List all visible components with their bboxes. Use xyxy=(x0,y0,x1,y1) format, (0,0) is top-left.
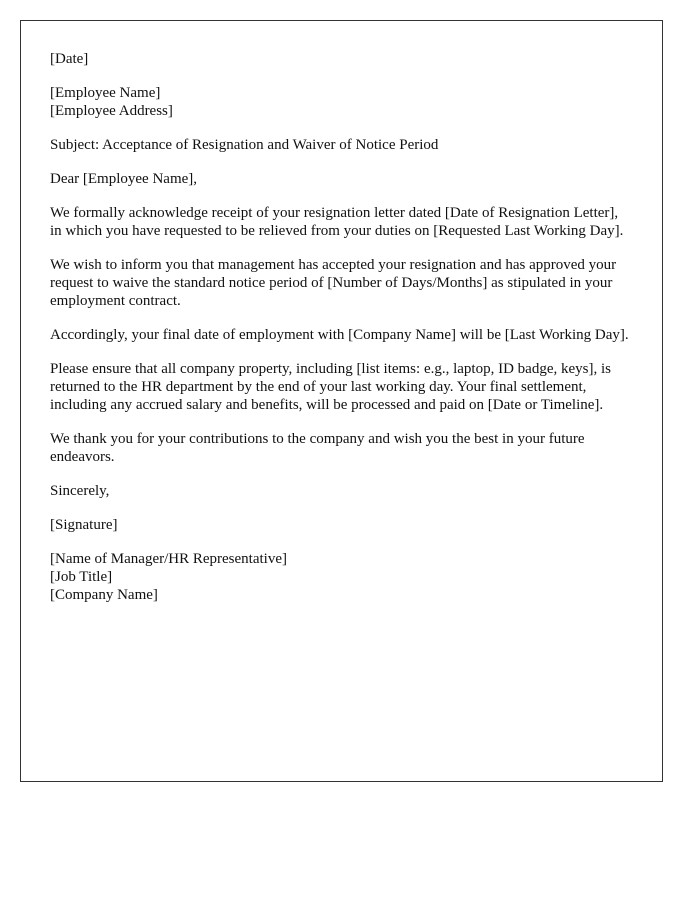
body-paragraph: Please ensure that all company property, including [list items: e.g., laptop, ID badge, keys], is returned to the HR department by the end of your last working day. Your final settlement, including any accrued salary and benefits, will be processed and paid on [Date or Timeline]. xyxy=(50,361,611,413)
body-paragraph: We formally acknowledge receipt of your resignation letter dated [Date of Resignation Letter], in which you have requested to be relieved from your duties on [Requested Last Working Day]. xyxy=(50,205,624,239)
sender-title: [Job Title] xyxy=(50,569,113,585)
letter xyxy=(20,20,663,782)
recipient-address: [Employee Address] xyxy=(50,103,173,119)
sender-company: [Company Name] xyxy=(50,587,158,603)
body-paragraph: We thank you for your contributions to the company and wish you the best in your future endeavors. xyxy=(50,431,585,465)
sender-name: [Name of Manager/HR Representative] xyxy=(50,551,287,567)
salutation: Dear [Employee Name], xyxy=(50,171,198,187)
closing: Sincerely, xyxy=(50,483,110,499)
letter-date: [Date] xyxy=(50,51,89,67)
body-paragraph: Accordingly, your final date of employment with [Company Name] will be [Last Working Day]. xyxy=(50,327,629,343)
subject-line: Subject: Acceptance of Resignation and Waiver of Notice Period xyxy=(50,137,439,153)
signature: [Signature] xyxy=(50,517,118,533)
recipient-name: [Employee Name] xyxy=(50,85,161,101)
sender-block xyxy=(50,550,633,604)
recipient-block xyxy=(50,84,633,120)
body-paragraph: We wish to inform you that management has accepted your resignation and has approved your request to waive the standard notice period of [Number of Days/Months] as stipulated in your employment contract. xyxy=(50,257,617,309)
